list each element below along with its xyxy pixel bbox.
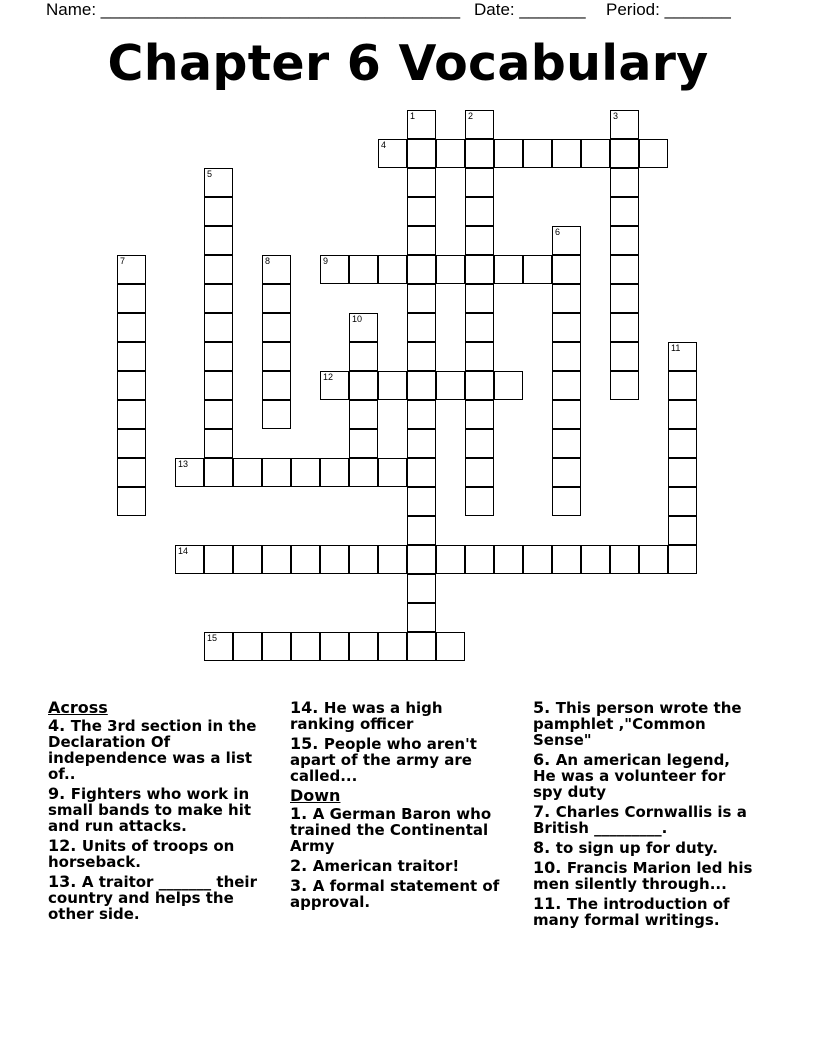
crossword-cell[interactable] bbox=[349, 458, 378, 487]
crossword-cell[interactable] bbox=[117, 429, 146, 458]
clue-column-1 bbox=[48, 700, 270, 926]
clue-number: 7. bbox=[533, 802, 556, 821]
crossword-cell[interactable] bbox=[204, 168, 233, 197]
crossword-cell[interactable] bbox=[262, 255, 291, 284]
crossword-cell[interactable] bbox=[465, 197, 494, 226]
clue-number: 5. bbox=[533, 698, 556, 717]
crossword-cell[interactable] bbox=[552, 139, 581, 168]
clue-number: 9. bbox=[48, 784, 71, 803]
crossword-cell[interactable] bbox=[639, 545, 668, 574]
clue-number: 8. bbox=[533, 838, 556, 857]
crossword-cell[interactable] bbox=[407, 313, 436, 342]
crossword-cell[interactable] bbox=[581, 545, 610, 574]
cell-number: 5 bbox=[207, 169, 213, 179]
crossword-cell[interactable] bbox=[494, 545, 523, 574]
crossword-cell[interactable] bbox=[407, 197, 436, 226]
clue-text: A German Baron who trained the Continental Army bbox=[290, 805, 492, 855]
crossword-cell[interactable] bbox=[436, 139, 465, 168]
crossword-cell[interactable] bbox=[117, 458, 146, 487]
crossword-cell[interactable] bbox=[407, 168, 436, 197]
crossword-cell[interactable] bbox=[610, 110, 639, 139]
cell-number: 7 bbox=[120, 256, 126, 266]
crossword-cell[interactable] bbox=[465, 284, 494, 313]
crossword-cell[interactable] bbox=[407, 458, 436, 487]
period-field-label: Period: _______ bbox=[606, 0, 731, 19]
crossword-cell[interactable] bbox=[407, 632, 436, 661]
crossword-cell[interactable] bbox=[494, 255, 523, 284]
cell-number: 4 bbox=[381, 140, 387, 150]
clue-text: to sign up for duty. bbox=[555, 839, 718, 857]
clue-text: Units of troops on horseback. bbox=[48, 837, 235, 871]
crossword-cell[interactable] bbox=[117, 487, 146, 516]
crossword-cell[interactable] bbox=[523, 545, 552, 574]
cell-number: 8 bbox=[265, 256, 271, 266]
crossword-cell[interactable] bbox=[610, 545, 639, 574]
crossword-cell[interactable] bbox=[407, 516, 436, 545]
crossword-cell[interactable] bbox=[117, 255, 146, 284]
crossword-cell[interactable] bbox=[668, 342, 697, 371]
crossword-cell[interactable] bbox=[204, 458, 233, 487]
clue-item bbox=[48, 786, 270, 834]
clue-item bbox=[290, 700, 512, 732]
crossword-cell[interactable] bbox=[407, 400, 436, 429]
cell-number: 13 bbox=[178, 459, 189, 469]
crossword-cell[interactable] bbox=[465, 139, 494, 168]
crossword-cell[interactable] bbox=[668, 545, 697, 574]
crossword-cell[interactable] bbox=[465, 458, 494, 487]
crossword-cell[interactable] bbox=[262, 313, 291, 342]
page-title: Chapter 6 Vocabulary bbox=[107, 35, 709, 92]
cell-number: 12 bbox=[323, 372, 334, 382]
crossword-cell[interactable] bbox=[668, 487, 697, 516]
crossword-cell[interactable] bbox=[349, 632, 378, 661]
crossword-cell[interactable] bbox=[204, 226, 233, 255]
crossword-cell[interactable] bbox=[407, 371, 436, 400]
crossword-cell[interactable] bbox=[233, 545, 262, 574]
crossword-cell[interactable] bbox=[610, 168, 639, 197]
crossword-cell[interactable] bbox=[407, 545, 436, 574]
cell-number: 2 bbox=[468, 111, 474, 121]
crossword-cell[interactable] bbox=[117, 400, 146, 429]
crossword-cell[interactable] bbox=[668, 458, 697, 487]
crossword-cell[interactable] bbox=[378, 139, 407, 168]
crossword-cell[interactable] bbox=[204, 197, 233, 226]
crossword-cell[interactable] bbox=[204, 429, 233, 458]
crossword-cell[interactable] bbox=[465, 255, 494, 284]
crossword-cell[interactable] bbox=[204, 545, 233, 574]
across-heading: Across bbox=[48, 698, 108, 717]
clue-text: The 3rd section in the Declaration Of independence was a list of.. bbox=[48, 717, 257, 783]
crossword-cell[interactable] bbox=[320, 255, 349, 284]
crossword-cell[interactable] bbox=[349, 255, 378, 284]
crossword-cell[interactable] bbox=[610, 371, 639, 400]
crossword-cell[interactable] bbox=[320, 545, 349, 574]
crossword-cell[interactable] bbox=[204, 255, 233, 284]
crossword-cell[interactable] bbox=[407, 429, 436, 458]
crossword-cell[interactable] bbox=[262, 545, 291, 574]
crossword-cell[interactable] bbox=[668, 400, 697, 429]
crossword-cell[interactable] bbox=[552, 458, 581, 487]
crossword-cell[interactable] bbox=[407, 574, 436, 603]
cell-number: 15 bbox=[207, 633, 218, 643]
crossword-cell[interactable] bbox=[494, 371, 523, 400]
crossword-cell[interactable] bbox=[610, 226, 639, 255]
crossword-cell[interactable] bbox=[465, 110, 494, 139]
crossword-cell[interactable] bbox=[610, 313, 639, 342]
crossword-cell[interactable] bbox=[552, 313, 581, 342]
crossword-cell[interactable] bbox=[233, 632, 262, 661]
clue-text: This person wrote the pamphlet ,"Common Sense" bbox=[533, 699, 742, 749]
crossword-cell[interactable] bbox=[204, 400, 233, 429]
clue-item bbox=[290, 858, 512, 874]
crossword-cell[interactable] bbox=[610, 255, 639, 284]
clue-number: 1. bbox=[290, 804, 313, 823]
crossword-cell[interactable] bbox=[407, 255, 436, 284]
crossword-cell[interactable] bbox=[407, 110, 436, 139]
clue-text: Charles Cornwallis is a British _________. bbox=[533, 803, 747, 837]
crossword-cell[interactable] bbox=[610, 342, 639, 371]
crossword-cell[interactable] bbox=[378, 371, 407, 400]
crossword-cell[interactable] bbox=[407, 139, 436, 168]
crossword-cell[interactable] bbox=[204, 342, 233, 371]
clue-item bbox=[533, 840, 755, 856]
clue-text: Francis Marion led his men silently through... bbox=[533, 859, 753, 893]
crossword-cell[interactable] bbox=[117, 342, 146, 371]
crossword-cell[interactable] bbox=[320, 458, 349, 487]
crossword-cell[interactable] bbox=[349, 429, 378, 458]
clue-item bbox=[533, 860, 755, 892]
crossword-cell[interactable] bbox=[436, 255, 465, 284]
clue-column-3 bbox=[533, 700, 755, 932]
crossword-cell[interactable] bbox=[407, 603, 436, 632]
crossword-cell[interactable] bbox=[262, 458, 291, 487]
clue-item bbox=[48, 874, 270, 922]
clue-item bbox=[48, 718, 270, 782]
clue-text: The introduction of many formal writings. bbox=[533, 895, 730, 929]
crossword-cell[interactable] bbox=[523, 255, 552, 284]
crossword-cell[interactable] bbox=[552, 429, 581, 458]
clue-item bbox=[533, 752, 755, 800]
crossword-cell[interactable] bbox=[117, 284, 146, 313]
crossword-cell[interactable] bbox=[436, 371, 465, 400]
crossword-cell[interactable] bbox=[552, 371, 581, 400]
name-field-label: Name: ______________________________________ bbox=[46, 0, 461, 19]
crossword-cell[interactable] bbox=[262, 632, 291, 661]
crossword-cell[interactable] bbox=[465, 168, 494, 197]
crossword-cell[interactable] bbox=[552, 255, 581, 284]
crossword-cell[interactable] bbox=[262, 371, 291, 400]
crossword-cell[interactable] bbox=[262, 284, 291, 313]
crossword-cell[interactable] bbox=[291, 458, 320, 487]
clue-number: 12. bbox=[48, 836, 82, 855]
crossword-cell[interactable] bbox=[465, 400, 494, 429]
clue-item bbox=[290, 878, 512, 910]
cell-number: 14 bbox=[178, 546, 189, 556]
crossword-cell[interactable] bbox=[349, 342, 378, 371]
crossword-cell[interactable] bbox=[262, 400, 291, 429]
crossword-cell[interactable] bbox=[639, 139, 668, 168]
down-heading: Down bbox=[290, 786, 341, 805]
clue-number: 10. bbox=[533, 858, 567, 877]
crossword-cell[interactable] bbox=[204, 313, 233, 342]
crossword-cell[interactable] bbox=[233, 458, 262, 487]
crossword-cell[interactable] bbox=[465, 429, 494, 458]
crossword-cell[interactable] bbox=[465, 371, 494, 400]
crossword-cell[interactable] bbox=[465, 226, 494, 255]
clue-number: 14. bbox=[290, 698, 324, 717]
date-field-label: Date: _______ bbox=[474, 0, 586, 19]
crossword-cell[interactable] bbox=[610, 197, 639, 226]
clue-text: A traitor _______ their country and helps the other side. bbox=[48, 873, 257, 923]
clue-item bbox=[533, 804, 755, 836]
crossword-cell[interactable] bbox=[204, 371, 233, 400]
clue-number: 2. bbox=[290, 856, 313, 875]
crossword-cell[interactable] bbox=[175, 545, 204, 574]
crossword-cell[interactable] bbox=[610, 139, 639, 168]
crossword-cell[interactable] bbox=[262, 342, 291, 371]
crossword-cell[interactable] bbox=[552, 342, 581, 371]
cell-number: 11 bbox=[671, 343, 681, 353]
crossword-cell[interactable] bbox=[668, 429, 697, 458]
crossword-cell[interactable] bbox=[436, 545, 465, 574]
crossword-cell[interactable] bbox=[320, 371, 349, 400]
crossword-cell[interactable] bbox=[349, 371, 378, 400]
crossword-cell[interactable] bbox=[349, 400, 378, 429]
crossword-cell[interactable] bbox=[407, 487, 436, 516]
clue-number: 15. bbox=[290, 734, 324, 753]
crossword-cell[interactable] bbox=[523, 139, 552, 168]
crossword-cell[interactable] bbox=[668, 516, 697, 545]
crossword-cell[interactable] bbox=[668, 371, 697, 400]
clue-item bbox=[533, 700, 755, 748]
cell-number: 9 bbox=[323, 256, 329, 266]
crossword-cell[interactable] bbox=[436, 632, 465, 661]
crossword-cell[interactable] bbox=[378, 632, 407, 661]
cell-number: 10 bbox=[352, 314, 363, 324]
clue-text: People who aren't apart of the army are called... bbox=[290, 735, 477, 785]
crossword-cell[interactable] bbox=[407, 284, 436, 313]
clue-number: 4. bbox=[48, 716, 71, 735]
clue-text: American traitor! bbox=[312, 857, 460, 875]
crossword-cell[interactable] bbox=[117, 313, 146, 342]
clue-item bbox=[533, 896, 755, 928]
crossword-cell[interactable] bbox=[349, 545, 378, 574]
clue-item bbox=[290, 806, 512, 854]
crossword-cell[interactable] bbox=[465, 545, 494, 574]
clue-text: A formal statement of approval. bbox=[290, 877, 500, 911]
crossword-cell[interactable] bbox=[610, 284, 639, 313]
clue-text: An american legend, He was a volunteer for spy duty bbox=[533, 751, 731, 801]
crossword-cell[interactable] bbox=[581, 139, 610, 168]
crossword-cell[interactable] bbox=[407, 226, 436, 255]
crossword-cell[interactable] bbox=[175, 458, 204, 487]
crossword-cell[interactable] bbox=[378, 545, 407, 574]
clue-text: Fighters who work in small bands to make hit and run attacks. bbox=[48, 785, 252, 835]
crossword-cell[interactable] bbox=[407, 342, 436, 371]
crossword-cell[interactable] bbox=[291, 632, 320, 661]
cell-number: 6 bbox=[555, 227, 561, 237]
clue-text: He was a high ranking officer bbox=[290, 699, 443, 733]
crossword-cell[interactable] bbox=[494, 139, 523, 168]
clue-number: 6. bbox=[533, 750, 556, 769]
clue-column-2 bbox=[290, 700, 512, 914]
crossword-cell[interactable] bbox=[349, 313, 378, 342]
clue-item bbox=[48, 838, 270, 870]
clue-number: 13. bbox=[48, 872, 82, 891]
crossword-cell[interactable] bbox=[378, 255, 407, 284]
crossword-cell[interactable] bbox=[320, 632, 349, 661]
clue-number: 11. bbox=[533, 894, 567, 913]
crossword-cell[interactable] bbox=[552, 284, 581, 313]
crossword-cell[interactable] bbox=[465, 313, 494, 342]
crossword-cell[interactable] bbox=[465, 342, 494, 371]
crossword-cell[interactable] bbox=[552, 400, 581, 429]
crossword-cell[interactable] bbox=[117, 371, 146, 400]
cell-number: 3 bbox=[613, 111, 619, 121]
crossword-cell[interactable] bbox=[552, 545, 581, 574]
clue-number: 3. bbox=[290, 876, 313, 895]
crossword-cell[interactable] bbox=[552, 487, 581, 516]
crossword-cell[interactable] bbox=[291, 545, 320, 574]
cell-number: 1 bbox=[410, 111, 416, 121]
crossword-cell[interactable] bbox=[552, 226, 581, 255]
crossword-cell[interactable] bbox=[378, 458, 407, 487]
crossword-cell[interactable] bbox=[204, 632, 233, 661]
clue-item bbox=[290, 736, 512, 784]
crossword-cell[interactable] bbox=[465, 487, 494, 516]
crossword-cell[interactable] bbox=[204, 284, 233, 313]
